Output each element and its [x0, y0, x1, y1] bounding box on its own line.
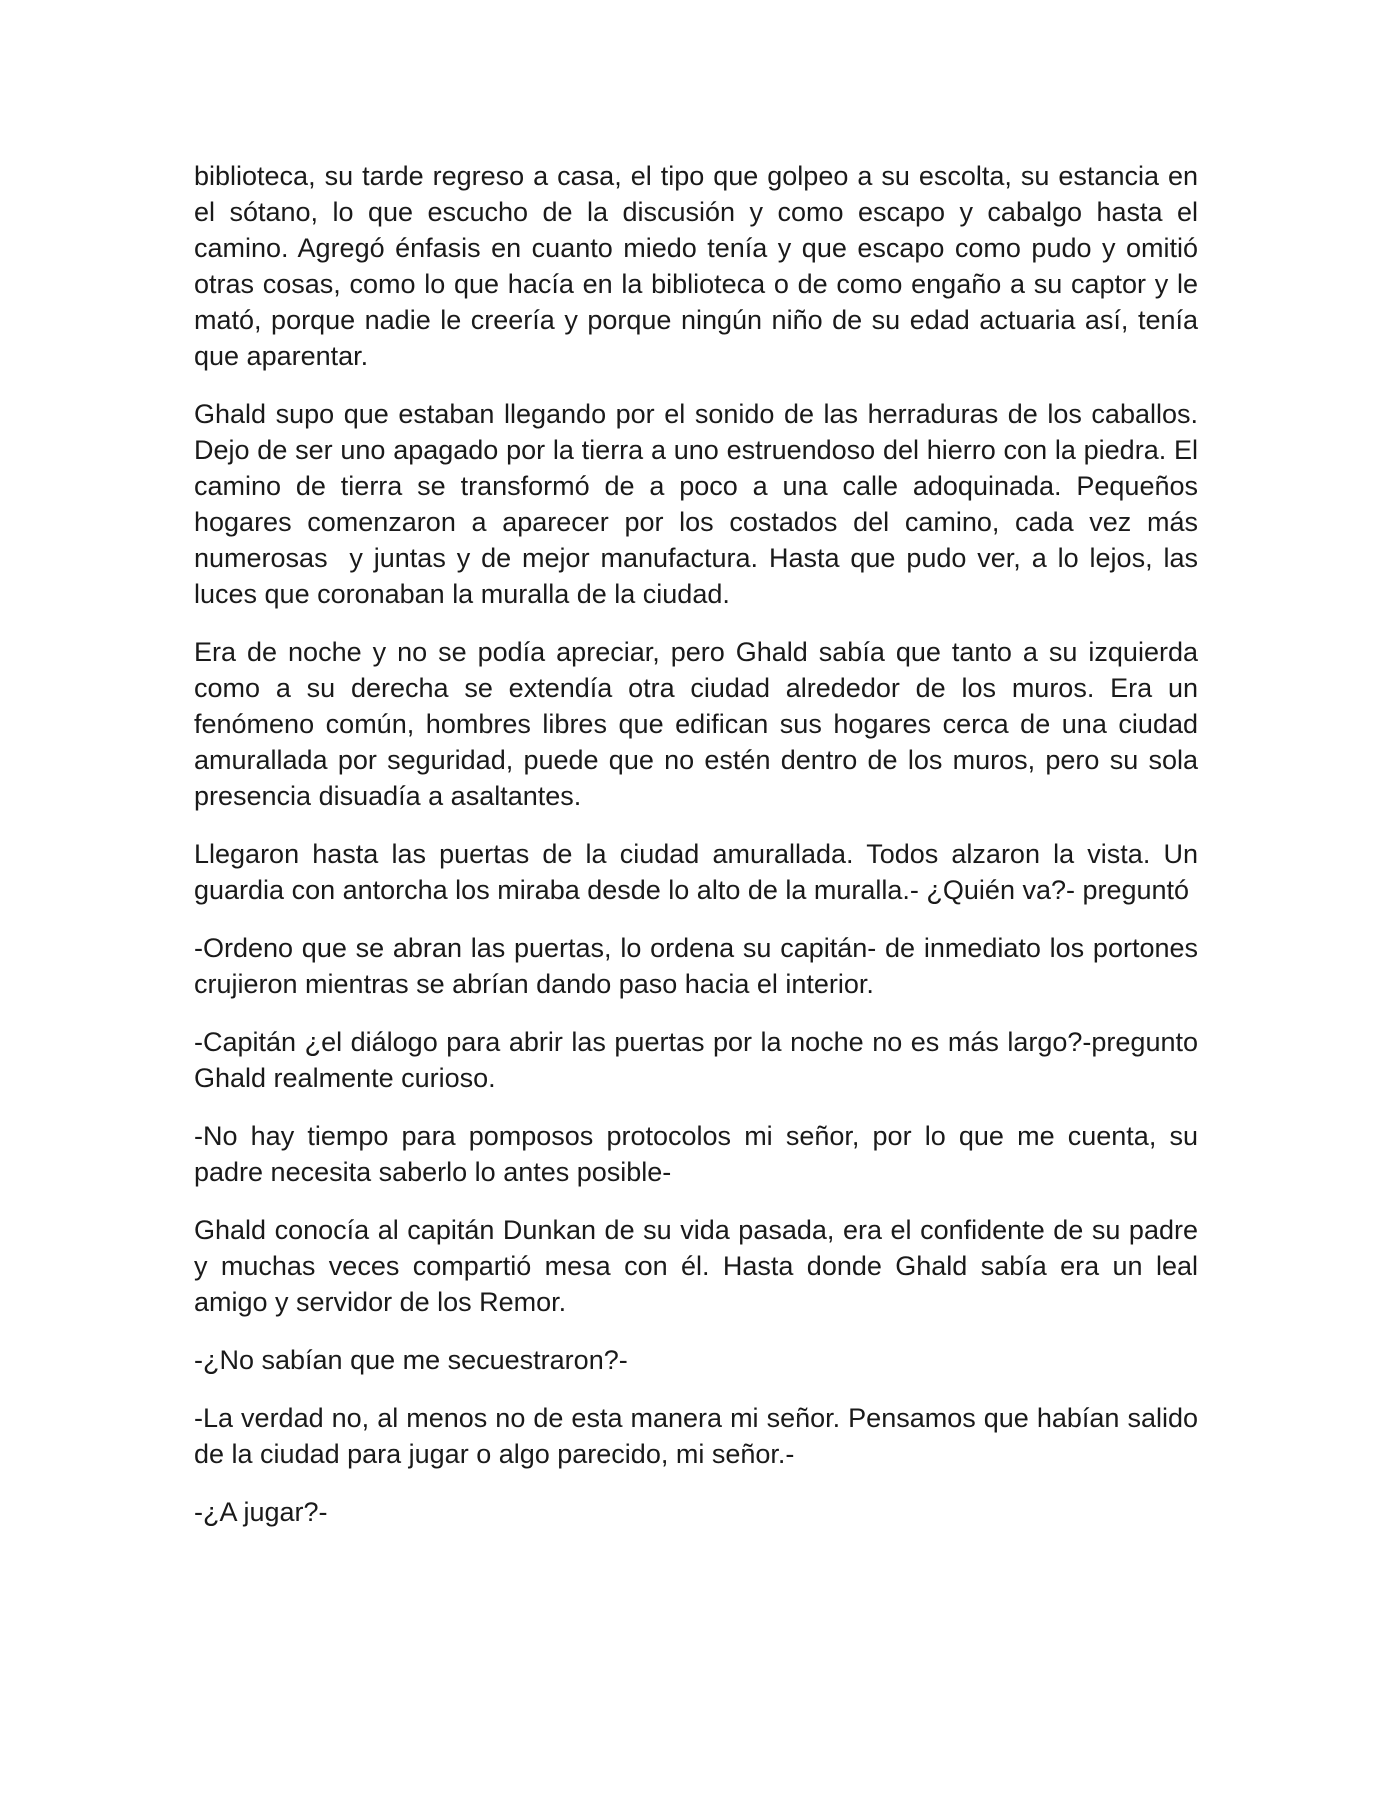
paragraph: -¿No sabían que me secuestraron?-	[194, 1345, 628, 1375]
paragraph: Ghald supo que estaban llegando por el sonido de las herraduras de los caballos. Dejo de ser uno apagado por la tierra a uno estruendoso del hierro con la piedra. El camino de tierra se transformó de a poco a una calle adoquinada. Pequeños hogares comenzaron a aparecer por los costados del camino, cada vez más numerosas y juntas y de mejor manufactura. Hasta que pudo ver, a lo lejos, las luces que coronaban la muralla de la ciudad.	[194, 399, 1206, 609]
paragraph: -La verdad no, al menos no de esta manera mi señor. Pensamos que habían salido de la ciudad para jugar o algo parecido, mi señor.-	[194, 1403, 1206, 1469]
paragraph: -No hay tiempo para pomposos protocolos mi señor, por lo que me cuenta, su padre necesita saberlo lo antes posible-	[194, 1121, 1206, 1187]
paragraph: biblioteca, su tarde regreso a casa, el tipo que golpeo a su escolta, su estancia en el sótano, lo que escucho de la discusión y como escapo y cabalgo hasta el camino. Agregó énfasis en cuanto miedo tenía y que escapo como pudo y omitió otras cosas, como lo que hacía en la biblioteca o de como engaño a su captor y le mató, porque nadie le creería y porque ningún niño de su edad actuaria así, tenía que aparentar.	[194, 161, 1206, 371]
paragraph: Llegaron hasta las puertas de la ciudad amurallada. Todos alzaron la vista. Un guardia con antorcha los miraba desde lo alto de la muralla.- ¿Quién va?- preguntó	[194, 839, 1206, 905]
paragraph: -Capitán ¿el diálogo para abrir las puertas por la noche no es más largo?-pregunto Ghald realmente curioso.	[194, 1027, 1206, 1093]
paragraph: -Ordeno que se abran las puertas, lo ordena su capitán- de inmediato los portones crujieron mientras se abrían dando paso hacia el interior.	[194, 933, 1206, 999]
paragraph: Ghald conocía al capitán Dunkan de su vida pasada, era el confidente de su padre y muchas veces compartió mesa con él. Hasta donde Ghald sabía era un leal amigo y servidor de los Remor.	[194, 1215, 1206, 1317]
paragraph: Era de noche y no se podía apreciar, pero Ghald sabía que tanto a su izquierda como a su derecha se extendía otra ciudad alrededor de los muros. Era un fenómeno común, hombres libres que edifican sus hogares cerca de una ciudad amurallada por seguridad, puede que no estén dentro de los muros, pero su sola presencia disuadía a asaltantes.	[194, 637, 1206, 811]
body-text	[194, 158, 1206, 1552]
paragraph: -¿A jugar?-	[194, 1497, 328, 1527]
